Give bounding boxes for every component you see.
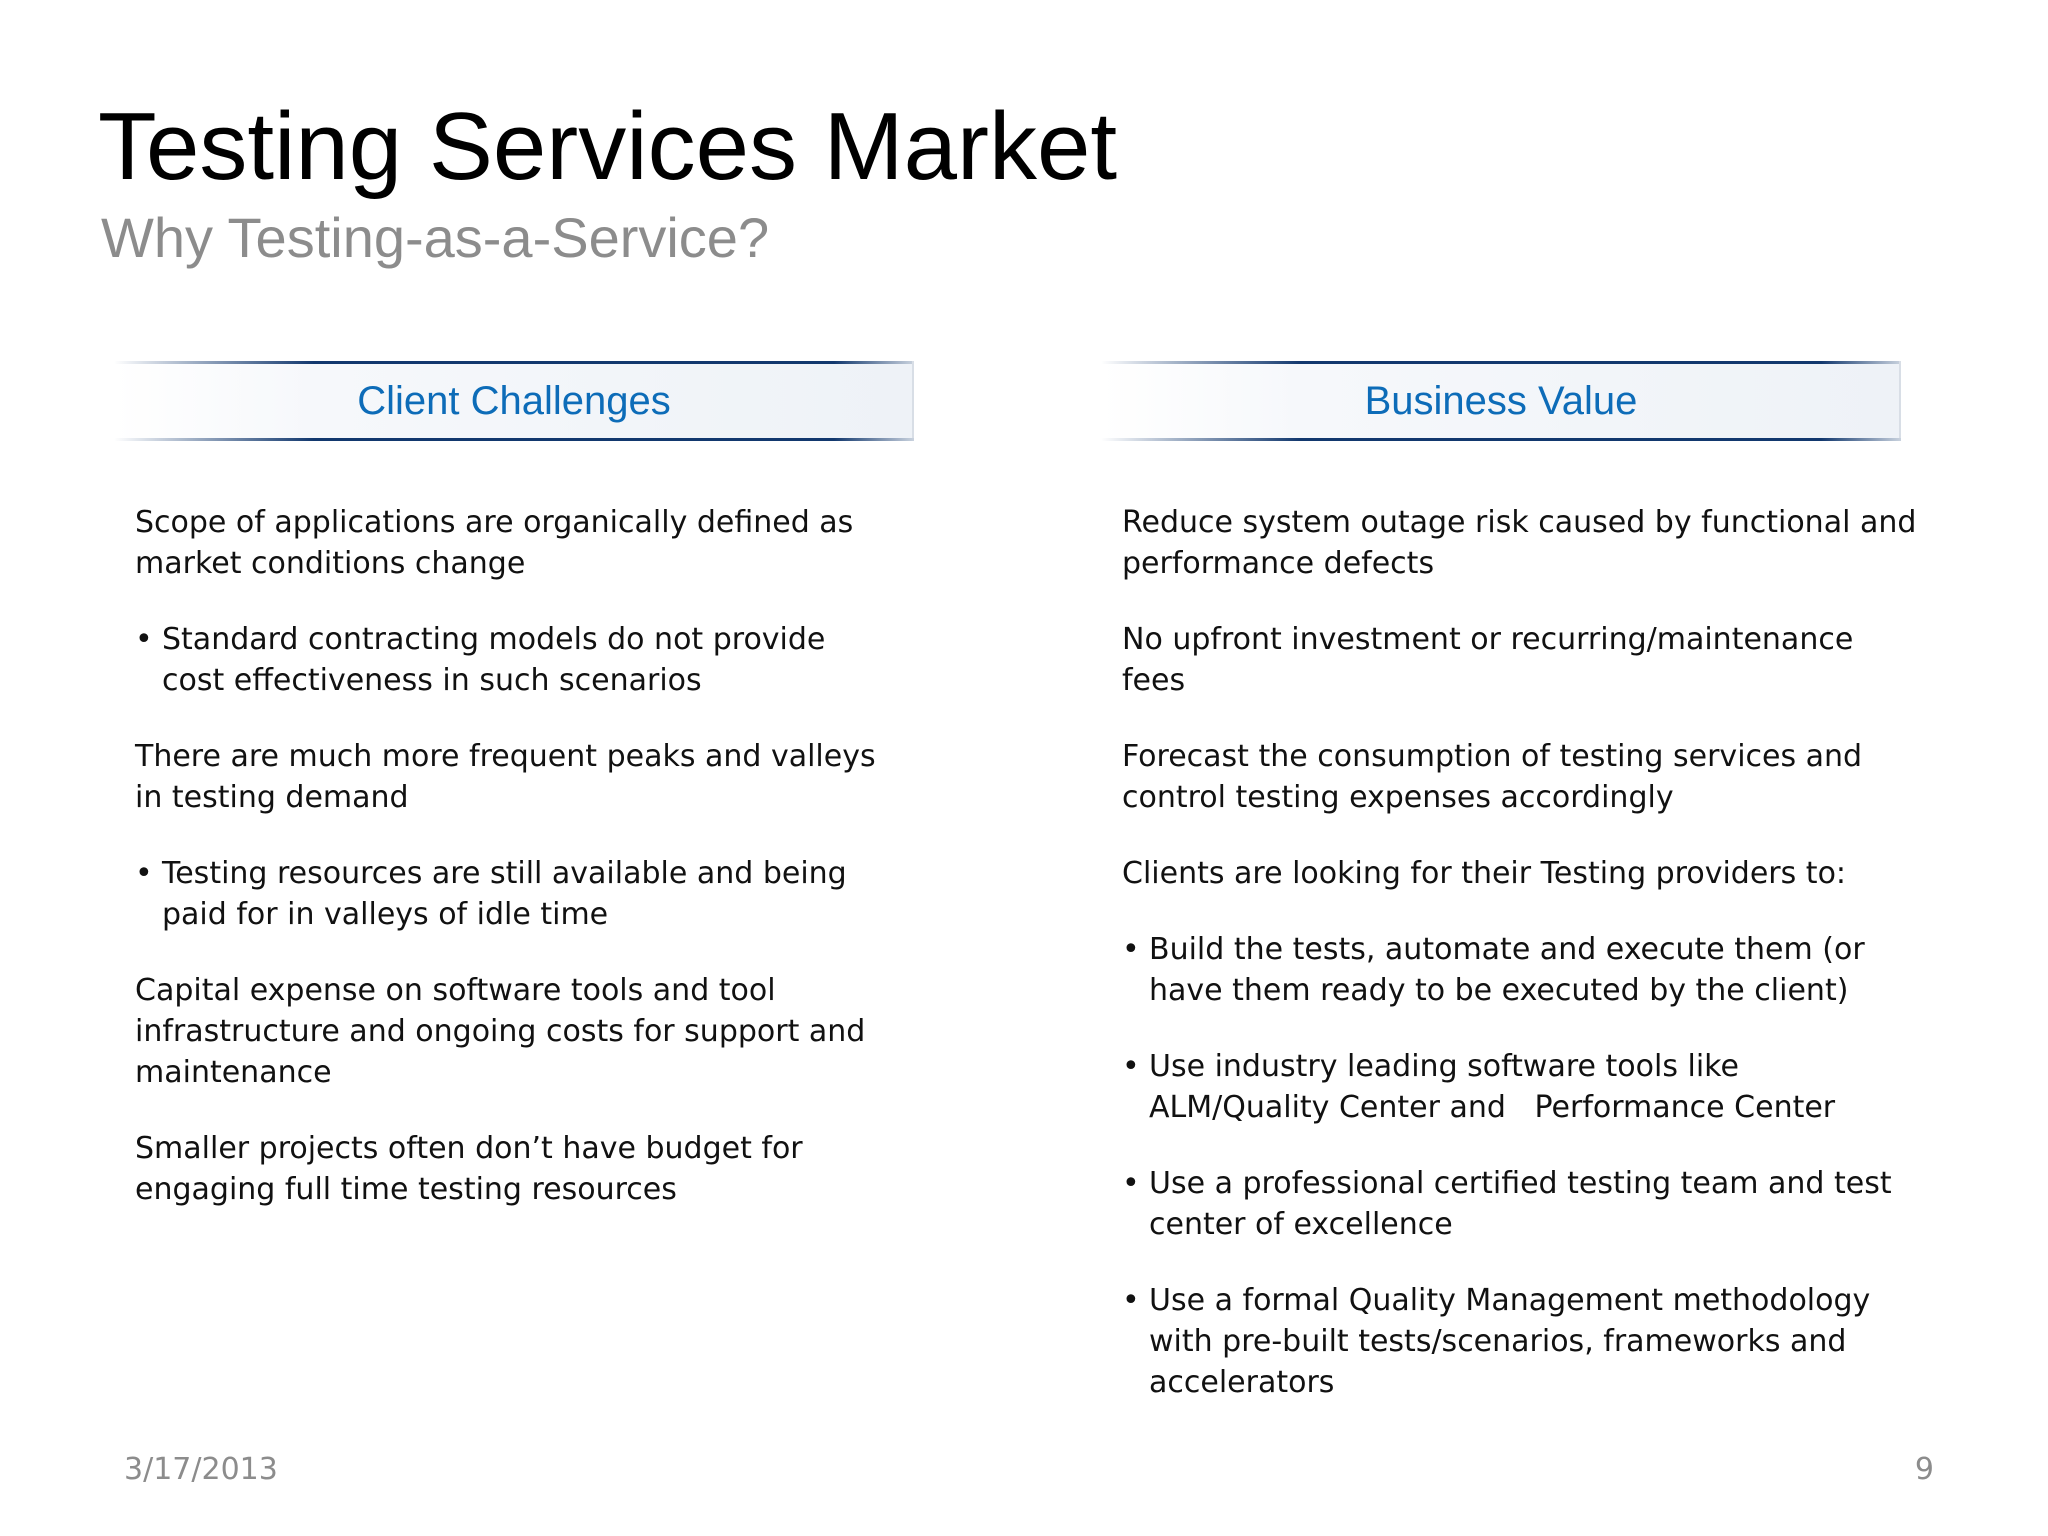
bullet-item — [1122, 1046, 1922, 1128]
business-value-header — [1101, 361, 1901, 441]
bullet-icon: • — [135, 622, 153, 657]
client-challenges-list — [135, 502, 895, 1245]
list-item: There are much more frequent peaks and valleys in testing demand — [135, 739, 876, 815]
bullet-icon: • — [135, 856, 153, 891]
bullet-icon: • — [1122, 1049, 1140, 1084]
bullet-item — [135, 853, 895, 935]
bullet-text: Use a formal Quality Management methodology with pre-built tests/scenarios, frameworks and accelerators — [1149, 1283, 1871, 1400]
slide-subtitle: Why Testing-as-a-Service? — [101, 206, 770, 269]
bullet-icon: • — [1122, 932, 1140, 967]
bullet-text: Build the tests, automate and execute them (or have them ready to be executed by the client) — [1149, 932, 1865, 1008]
bullet-text: Testing resources are still available and being paid for in valleys of idle time — [162, 856, 847, 932]
list-item: Forecast the consumption of testing services and control testing expenses accordingly — [1122, 739, 1863, 815]
business-value-header-label: Business Value — [1364, 378, 1638, 423]
client-challenges-header — [114, 361, 914, 441]
list-item: Reduce system outage risk caused by functional and performance defects — [1122, 505, 1917, 581]
bullet-icon: • — [1122, 1166, 1140, 1201]
bullet-item — [135, 619, 895, 701]
client-challenges-header-label: Client Challenges — [357, 378, 671, 423]
list-item: Clients are looking for their Testing providers to: — [1122, 856, 1847, 891]
list-item: No upfront investment or recurring/maintenance fees — [1122, 622, 1854, 698]
bullet-text: Standard contracting models do not provide cost effectiveness in such scenarios — [162, 622, 826, 698]
page-number: 9 — [1914, 1452, 1934, 1487]
bullet-text: Use a professional certified testing team and test center of excellence — [1149, 1166, 1892, 1242]
bullet-text: Use industry leading software tools like ALM/Quality Center and Performance Center — [1149, 1049, 1836, 1125]
slide-title: Testing Services Market — [98, 93, 1118, 200]
bullet-item — [1122, 1163, 1922, 1245]
bullet-item — [1122, 1280, 1922, 1403]
footer-date: 3/17/2013 — [124, 1452, 278, 1487]
list-item: Capital expense on software tools and tool infrastructure and ongoing costs for support and maintenance — [135, 973, 866, 1090]
bullet-icon: • — [1122, 1283, 1140, 1318]
bullet-item — [1122, 929, 1922, 1011]
business-value-list — [1122, 502, 1922, 1438]
list-item: Scope of applications are organically defined as market conditions change — [135, 505, 854, 581]
list-item: Smaller projects often don’t have budget for engaging full time testing resources — [135, 1131, 803, 1207]
